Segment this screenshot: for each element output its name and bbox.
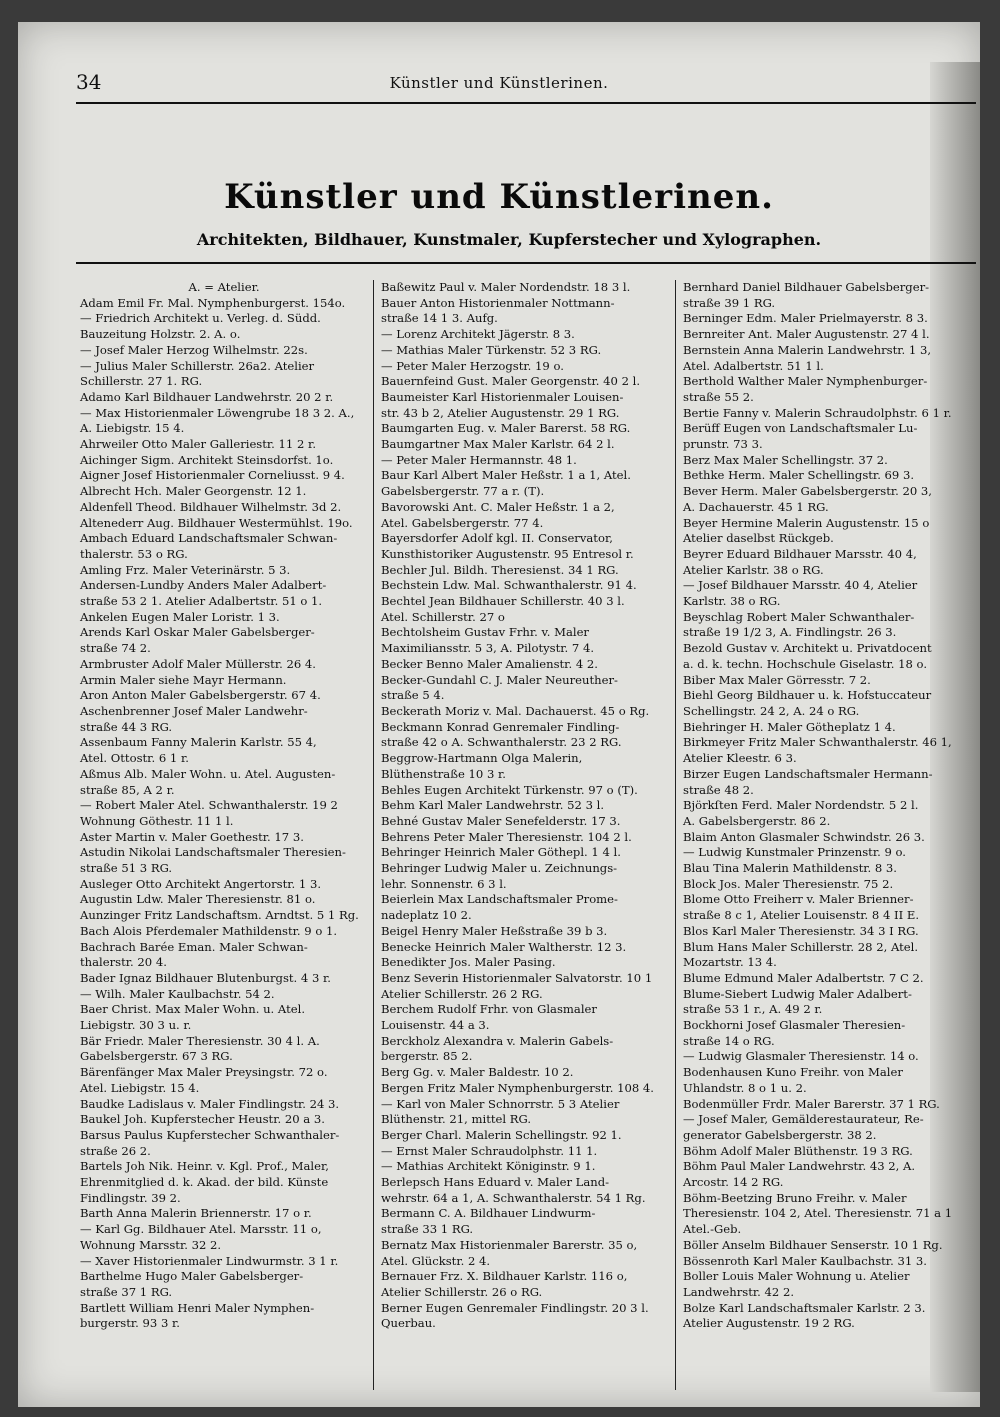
directory-line: — Max Historienmaler Löwengrube 18 3 2. A., (80, 405, 355, 420)
directory-line: Bernhard Daniel Bildhauer Gabelsberger- (683, 280, 930, 294)
directory-line: Altenederr Aug. Bildhauer Westermühlst. 19o. (80, 515, 353, 530)
directory-line: Baur Karl Albert Maler Heßstr. 1 a 1, Atel. (381, 468, 631, 483)
running-head: Künstler und Künstlerinen. (389, 74, 609, 92)
directory-line: Beyer Hermine Malerin Augustenstr. 15 o (683, 515, 930, 530)
directory-line: Baudke Ladislaus v. Maler Findlingstr. 24 3. (80, 1096, 340, 1111)
directory-line: straße 37 1 RG. (80, 1285, 173, 1299)
directory-line: Beierlein Max Landschaftsmaler Prome- (381, 892, 618, 907)
directory-line: Bodenhausen Kuno Freihr. von Maler (683, 1065, 903, 1080)
directory-line: Arcostr. 14 2 RG. (683, 1175, 784, 1190)
directory-line: Bodenmüller Frdr. Maler Barerstr. 37 1 RG. (683, 1096, 940, 1111)
directory-line: Bernauer Frz. X. Bildhauer Karlstr. 116 o, (381, 1269, 628, 1284)
directory-line: Atelier Karlstr. 38 o RG. (683, 562, 824, 577)
directory-line: Bechstein Ldw. Mal. Schwanthalerstr. 91 4. (381, 578, 637, 593)
directory-line: Ahrweiler Otto Maler Galleriestr. 11 2 r. (80, 437, 317, 452)
directory-line: Bernreiter Ant. Maler Augustenstr. 27 4 l. (683, 327, 930, 342)
directory-line: Blüthenstr. 21, mittel RG. (381, 1112, 532, 1127)
directory-line: Aldenfell Theod. Bildhauer Wilhelmstr. 3d 2. (80, 499, 342, 514)
directory-line: Maximiliansstr. 5 3, A. Pilotystr. 7 4. (381, 641, 595, 656)
directory-line: Schellingstr. 24 2, A. 24 o RG. (683, 703, 860, 718)
directory-line: Beggrow-Hartmann Olga Malerin, (381, 751, 583, 766)
directory-line: straße 8 c 1, Atelier Louisenstr. 8 4 II E. (683, 908, 920, 923)
directory-line: Assenbaum Fanny Malerin Karlstr. 55 4, (80, 735, 317, 750)
directory-line: — Lorenz Architekt Jägerstr. 8 3. (381, 327, 575, 342)
directory-line: Aschenbrenner Josef Maler Landwehr- (80, 703, 308, 718)
directory-line: Bechler Jul. Bildh. Theresienst. 34 1 RG. (381, 562, 619, 577)
directory-line: straße 53 1 r., A. 49 2 r. (683, 1002, 823, 1017)
directory-line: Berlepsch Hans Eduard v. Maler Land- (381, 1175, 610, 1190)
directory-line: Arends Karl Oskar Maler Gabelsberger- (80, 625, 315, 640)
directory-line: Beigel Henry Maler Heßstraße 39 b 3. (381, 923, 608, 938)
directory-line: Aßmus Alb. Maler Wohn. u. Atel. Augusten- (80, 766, 336, 781)
directory-line: Bach Alois Pferdemaler Mathildenstr. 9 o 1. (80, 923, 338, 938)
directory-line: Behrens Peter Maler Theresienstr. 104 2 l. (381, 829, 632, 844)
column-1 (80, 280, 368, 1332)
directory-line: straße 39 1 RG. (683, 295, 776, 310)
directory-line: burgerstr. 93 3 r. (80, 1316, 180, 1331)
page-number: 34 (76, 70, 102, 94)
header-rule (76, 102, 976, 104)
directory-line: Atelier Augustenstr. 19 2 RG. (683, 1316, 855, 1331)
directory-line: Behringer Ludwig Maler u. Zeichnungs- (381, 861, 618, 876)
directory-line: thalerstr. 53 o RG. (80, 546, 188, 561)
directory-line: Behm Karl Maler Landwehrstr. 52 3 l. (381, 798, 605, 813)
directory-line: — Robert Maler Atel. Schwanthalerstr. 19 2 (80, 798, 338, 813)
page-title: Künstler und Künstlerinen. (224, 177, 774, 217)
directory-line: Andersen-Lundby Anders Maler Adalbert- (80, 578, 327, 593)
directory-line: Berchem Rudolf Frhr. von Glasmaler (381, 1002, 597, 1017)
directory-line: Barth Anna Malerin Briennerstr. 17 o r. (80, 1206, 312, 1221)
directory-line: thalerstr. 20 4. (80, 955, 167, 970)
directory-line: Blüthenstraße 10 3 r. (381, 766, 506, 781)
directory-line: Ehrenmitglied d. k. Akad. der bild. Künste (80, 1175, 329, 1190)
directory-line: — Xaver Historienmaler Lindwurmstr. 3 1 r. (80, 1253, 339, 1268)
directory-line: Querbau. (381, 1316, 436, 1331)
directory-line: Behné Gustav Maler Senefelderstr. 17 3. (381, 813, 621, 828)
directory-line: Adam Emil Fr. Mal. Nymphenburgerst. 154o. (80, 295, 346, 310)
directory-line: Björkſten Ferd. Maler Nordendstr. 5 2 l. (683, 798, 919, 813)
directory-line: Amling Frz. Maler Veterinärstr. 5 3. (80, 562, 291, 577)
directory-line: — Peter Maler Hermannstr. 48 1. (381, 452, 577, 467)
directory-line: Aron Anton Maler Gabelsbergerstr. 67 4. (80, 688, 321, 703)
directory-line: straße 42 o A. Schwanthalerstr. 23 2 RG. (381, 735, 622, 750)
directory-line: Bertie Fanny v. Malerin Schraudolphstr. 6 1 r. (683, 405, 952, 420)
directory-line: straße 5 4. (381, 688, 445, 703)
directory-line: Schillerstr. 27 1. RG. (80, 374, 203, 389)
directory-line: Bauzeitung Holzstr. 2. A. o. (80, 327, 241, 342)
directory-line: — Josef Maler, Gemälderestaurateur, Re- (683, 1112, 924, 1127)
directory-line: Atel. Schillerstr. 27 o (381, 609, 505, 624)
directory-line: Biehl Georg Bildhauer u. k. Hofstuccateur (683, 688, 932, 703)
directory-line: — Ludwig Glasmaler Theresienstr. 14 o. (683, 1049, 919, 1064)
directory-line: Astudin Nikolai Landschaftsmaler Theresien- (80, 845, 346, 860)
directory-line: Biber Max Maler Görresstr. 7 2. (683, 672, 871, 687)
directory-line: nadeplatz 10 2. (381, 908, 472, 923)
directory-line: Biehringer H. Maler Götheplatz 1 4. (683, 719, 896, 734)
directory-line: Liebigstr. 30 3 u. r. (80, 1018, 192, 1033)
directory-line: Berüff Eugen von Landschaftsmaler Lu- (683, 421, 918, 436)
directory-line: Atel. Liebigstr. 15 4. (80, 1080, 200, 1095)
directory-line: straße 53 2 1. Atelier Adalbertstr. 51 o 1. (80, 594, 323, 609)
directory-line: Bössenroth Karl Maler Kaulbachstr. 31 3. (683, 1253, 927, 1268)
directory-line: Aunzinger Fritz Landschaftsm. Arndtst. 5 1 Rg. (80, 908, 359, 923)
directory-line: Bader Ignaz Bildhauer Blutenburgst. 4 3 r. (80, 970, 331, 985)
column-divider-2 (675, 280, 676, 1390)
directory-line: Atel. Glückstr. 2 4. (381, 1253, 491, 1268)
directory-line: straße 44 3 RG. (80, 719, 173, 734)
directory-line: — Ernst Maler Schraudolphstr. 11 1. (381, 1143, 598, 1158)
directory-line: Theresienstr. 104 2, Atel. Theresienstr. 71 a 1 (683, 1206, 953, 1221)
directory-line: — Karl von Maler Schnorrstr. 5 3 Atelier (381, 1096, 620, 1111)
directory-line: Gabelsbergerstr. 77 a r. (T). (381, 484, 545, 499)
directory-line: Aigner Josef Historienmaler Corneliusst. 9 4. (80, 468, 345, 483)
directory-line: Böller Anselm Bildhauer Senserstr. 10 1 Rg. (683, 1237, 943, 1252)
directory-line: Bär Friedr. Maler Theresienstr. 30 4 l. A. (80, 1033, 320, 1048)
column-divider-1 (373, 280, 374, 1390)
directory-line: Atelier daselbst Rückgeb. (683, 531, 834, 546)
directory-line: — Peter Maler Herzogstr. 19 o. (381, 358, 564, 373)
directory-line: A. Liebigstr. 15 4. (80, 421, 185, 436)
directory-line: straße 55 2. (683, 389, 754, 404)
directory-line: Bolze Karl Landschaftsmaler Karlstr. 2 3. (683, 1300, 926, 1315)
directory-line: Bauer Anton Historienmaler Nottmann- (381, 295, 615, 310)
directory-line: Bernatz Max Historienmaler Barerstr. 35 o, (381, 1237, 638, 1252)
directory-line: Kunsthistoriker Augustenstr. 95 Entresol r. (381, 546, 634, 561)
directory-line: Blum Hans Maler Schillerstr. 28 2, Atel. (683, 939, 919, 954)
directory-line: Atel. Ottostr. 6 1 r. (80, 751, 189, 766)
directory-line: Ankelen Eugen Maler Loristr. 1 3. (80, 609, 280, 624)
directory-line: Benz Severin Historienmaler Salvatorstr. 10 1 (381, 970, 653, 985)
column-2 (381, 280, 669, 1332)
directory-line: straße 48 2. (683, 782, 754, 797)
directory-line: Aichinger Sigm. Architekt Steinsdorfst. 1o. (80, 452, 334, 467)
column-3 (683, 280, 971, 1332)
directory-line: Barthelme Hugo Maler Gabelsberger- (80, 1269, 304, 1284)
directory-line: Augustin Ldw. Maler Theresienstr. 81 o. (80, 892, 316, 907)
directory-line: Blos Karl Maler Theresienstr. 34 3 I RG. (683, 923, 919, 938)
directory-line: Bockhorni Josef Glasmaler Theresien- (683, 1018, 906, 1033)
directory-line: — Friedrich Architekt u. Verleg. d. Südd. (80, 311, 321, 326)
directory-line: Becker Benno Maler Amalienstr. 4 2. (381, 656, 598, 671)
directory-line: prunstr. 73 3. (683, 437, 763, 452)
directory-line: lehr. Sonnenstr. 6 3 l. (381, 876, 507, 891)
directory-line: straße 19 1/2 3, A. Findlingstr. 26 3. (683, 625, 897, 640)
directory-line: Bartlett William Henri Maler Nymphen- (80, 1300, 315, 1315)
directory-line: straße 85, A 2 r. (80, 782, 175, 797)
directory-line: Bärenfänger Max Maler Preysingstr. 72 o. (80, 1065, 328, 1080)
directory-line: Bezold Gustav v. Architekt u. Privatdocent (683, 641, 932, 656)
directory-line: Armbruster Adolf Maler Müllerstr. 26 4. (80, 656, 316, 671)
directory-line: Baumgarten Eug. v. Maler Barerst. 58 RG. (381, 421, 631, 436)
directory-line: Behringer Heinrich Maler Göthepl. 1 4 l. (381, 845, 621, 860)
directory-line: Atel. Gabelsbergerstr. 77 4. (381, 515, 544, 530)
directory-line: straße 26 2. (80, 1143, 151, 1158)
directory-line: Bergen Fritz Maler Nymphenburgerstr. 108 4. (381, 1080, 654, 1095)
directory-line: Berner Eugen Genremaler Findlingstr. 20 3 l. (381, 1300, 649, 1315)
directory-line: straße 14 1 3. Aufg. (381, 311, 498, 326)
directory-line: Birkmeyer Fritz Maler Schwanthalerstr. 46 1, (683, 735, 952, 750)
directory-line: — Mathias Maler Türkenstr. 52 3 RG. (381, 342, 602, 357)
directory-line: Ambach Eduard Landschaftsmaler Schwan- (80, 531, 338, 546)
directory-line: Böhm Adolf Maler Blüthenstr. 19 3 RG. (683, 1143, 913, 1158)
directory-line: Bechtel Jean Bildhauer Schillerstr. 40 3 l. (381, 594, 625, 609)
directory-line: Beckerath Moriz v. Mal. Dachauerst. 45 o Rg. (381, 703, 650, 718)
directory-line: Becker-Gundahl C. J. Maler Neureuther- (381, 672, 618, 687)
directory-line: Wohnung Göthestr. 11 1 l. (80, 813, 234, 828)
directory-line: — Mathias Architekt Königinstr. 9 1. (381, 1159, 596, 1174)
directory-line: straße 74 2. (80, 641, 151, 656)
directory-line: Boller Louis Maler Wohnung u. Atelier (683, 1269, 910, 1284)
directory-line: Karlstr. 38 o RG. (683, 594, 781, 609)
directory-line: Blau Tina Malerin Mathildenstr. 8 3. (683, 861, 897, 876)
directory-line: Benecke Heinrich Maler Waltherstr. 12 3. (381, 939, 627, 954)
directory-line: Findlingstr. 39 2. (80, 1190, 181, 1205)
directory-line: Bayersdorfer Adolf kgl. II. Conservator, (381, 531, 613, 546)
directory-line: Bechtolsheim Gustav Frhr. v. Maler (381, 625, 589, 640)
directory-line: Bachrach Barée Eman. Maler Schwan- (80, 939, 308, 954)
directory-line: Beckmann Konrad Genremaler Findling- (381, 719, 620, 734)
directory-line: Atel.-Geb. (683, 1222, 742, 1237)
directory-line: Baumeister Karl Historienmaler Louisen- (381, 389, 624, 404)
directory-line: — Wilh. Maler Kaulbachstr. 54 2. (80, 986, 275, 1001)
directory-line: Bauernfeind Gust. Maler Georgenstr. 40 2 l. (381, 374, 641, 389)
directory-line: Aster Martin v. Maler Goethestr. 17 3. (80, 829, 304, 844)
directory-line: Baer Christ. Max Maler Wohn. u. Atel. (80, 1002, 306, 1017)
directory-line: — Ludwig Kunstmaler Prinzenstr. 9 o. (683, 845, 906, 860)
section-subtitle: Architekten, Bildhauer, Kunstmaler, Kupferstecher und Xylographen. (196, 230, 822, 249)
directory-line: Baukel Joh. Kupferstecher Heustr. 20 a 3. (80, 1112, 325, 1127)
directory-line: Beyrer Eduard Bildhauer Marsstr. 40 4, (683, 546, 917, 561)
directory-line: Wohnung Marsstr. 32 2. (80, 1237, 222, 1252)
directory-line: A. = Atelier. (188, 280, 260, 294)
directory-line: Blume Edmund Maler Adalbertstr. 7 C 2. (683, 970, 924, 985)
directory-line: Albrecht Hch. Maler Georgenstr. 12 1. (80, 484, 307, 499)
directory-line: Bever Herm. Maler Gabelsbergerstr. 20 3, (683, 484, 932, 499)
directory-line: Atelier Schillerstr. 26 o RG. (381, 1285, 543, 1299)
directory-line: Berger Charl. Malerin Schellingstr. 92 1. (381, 1127, 622, 1142)
directory-line: Berninger Edm. Maler Prielmayerstr. 8 3. (683, 311, 928, 326)
directory-line: A. Gabelsbergerstr. 86 2. (683, 813, 831, 828)
directory-line: Louisenstr. 44 a 3. (381, 1018, 490, 1033)
directory-line: Armin Maler siehe Mayr Hermann. (80, 672, 287, 687)
directory-line: Bethke Herm. Maler Schellingstr. 69 3. (683, 468, 915, 483)
directory-line: Landwehrstr. 42 2. (683, 1285, 795, 1299)
directory-page (18, 22, 980, 1407)
directory-line: A. Dachauerstr. 45 1 RG. (683, 499, 829, 514)
directory-line: bergerstr. 85 2. (381, 1049, 473, 1064)
directory-line: Atelier Schillerstr. 26 2 RG. (381, 986, 543, 1001)
directory-line: — Josef Bildhauer Marsstr. 40 4, Atelier (683, 578, 918, 593)
directory-line: Block Jos. Maler Theresienstr. 75 2. (683, 876, 894, 891)
directory-line: Gabelsbergerstr. 67 3 RG. (80, 1049, 233, 1064)
directory-line: Baßewitz Paul v. Maler Nordendstr. 18 3 l. (381, 280, 631, 294)
directory-line: — Julius Maler Schillerstr. 26a2. Atelier (80, 358, 315, 373)
directory-line: Bavorowski Ant. C. Maler Heßstr. 1 a 2, (381, 499, 615, 514)
directory-line: Atelier Kleestr. 6 3. (683, 751, 797, 766)
directory-line: Mozartstr. 13 4. (683, 955, 777, 970)
directory-line: generator Gabelsbergerstr. 38 2. (683, 1127, 877, 1142)
directory-line: str. 43 b 2, Atelier Augustenstr. 29 1 RG. (381, 405, 620, 420)
subtitle-rule (76, 262, 976, 264)
directory-line: straße 14 o RG. (683, 1033, 775, 1048)
directory-line: Böhm-Beetzing Bruno Freihr. v. Maler (683, 1190, 907, 1205)
directory-line: Uhlandstr. 8 o 1 u. 2. (683, 1080, 807, 1095)
directory-line: Bernstein Anna Malerin Landwehrstr. 1 3, (683, 342, 932, 357)
directory-line: Birzer Eugen Landschaftsmaler Hermann- (683, 766, 933, 781)
directory-line: Adamo Karl Bildhauer Landwehrstr. 20 2 r. (80, 389, 334, 404)
directory-line: Baumgartner Max Maler Karlstr. 64 2 l. (381, 437, 615, 452)
directory-line: Atel. Adalbertstr. 51 1 l. (683, 358, 824, 373)
directory-line: Ausleger Otto Architekt Angertorstr. 1 3. (80, 876, 322, 891)
directory-line: straße 51 3 RG. (80, 861, 173, 876)
directory-line: Blome Otto Freiherr v. Maler Brienner- (683, 892, 914, 907)
directory-line: Berz Max Maler Schellingstr. 37 2. (683, 452, 888, 467)
directory-line: a. d. k. techn. Hochschule Giselastr. 18 o. (683, 656, 928, 671)
directory-line: Benedikter Jos. Maler Pasing. (381, 955, 556, 970)
directory-line: Berthold Walther Maler Nymphenburger- (683, 374, 928, 389)
directory-line: Bartels Joh Nik. Heinr. v. Kgl. Prof., Maler, (80, 1159, 329, 1174)
directory-line: Barsus Paulus Kupferstecher Schwanthaler- (80, 1127, 340, 1142)
directory-line: Blume-Siebert Ludwig Maler Adalbert- (683, 986, 912, 1001)
directory-line: Behles Eugen Architekt Türkenstr. 97 o (T). (381, 782, 638, 797)
directory-line: straße 33 1 RG. (381, 1222, 474, 1237)
directory-line: Beyschlag Robert Maler Schwanthaler- (683, 609, 915, 624)
directory-line: Bermann C. A. Bildhauer Lindwurm- (381, 1206, 596, 1221)
directory-line: — Karl Gg. Bildhauer Atel. Marsstr. 11 o, (80, 1222, 322, 1237)
directory-line: — Josef Maler Herzog Wilhelmstr. 22s. (80, 342, 308, 357)
directory-line: wehrstr. 64 a 1, A. Schwanthalerstr. 54 1 Rg. (381, 1190, 646, 1205)
directory-line: Böhm Paul Maler Landwehrstr. 43 2, A. (683, 1159, 916, 1174)
directory-line: Blaim Anton Glasmaler Schwindstr. 26 3. (683, 829, 925, 844)
directory-line: Berg Gg. v. Maler Baldestr. 10 2. (381, 1065, 574, 1080)
directory-line: Berckholz Alexandra v. Malerin Gabels- (381, 1033, 614, 1048)
